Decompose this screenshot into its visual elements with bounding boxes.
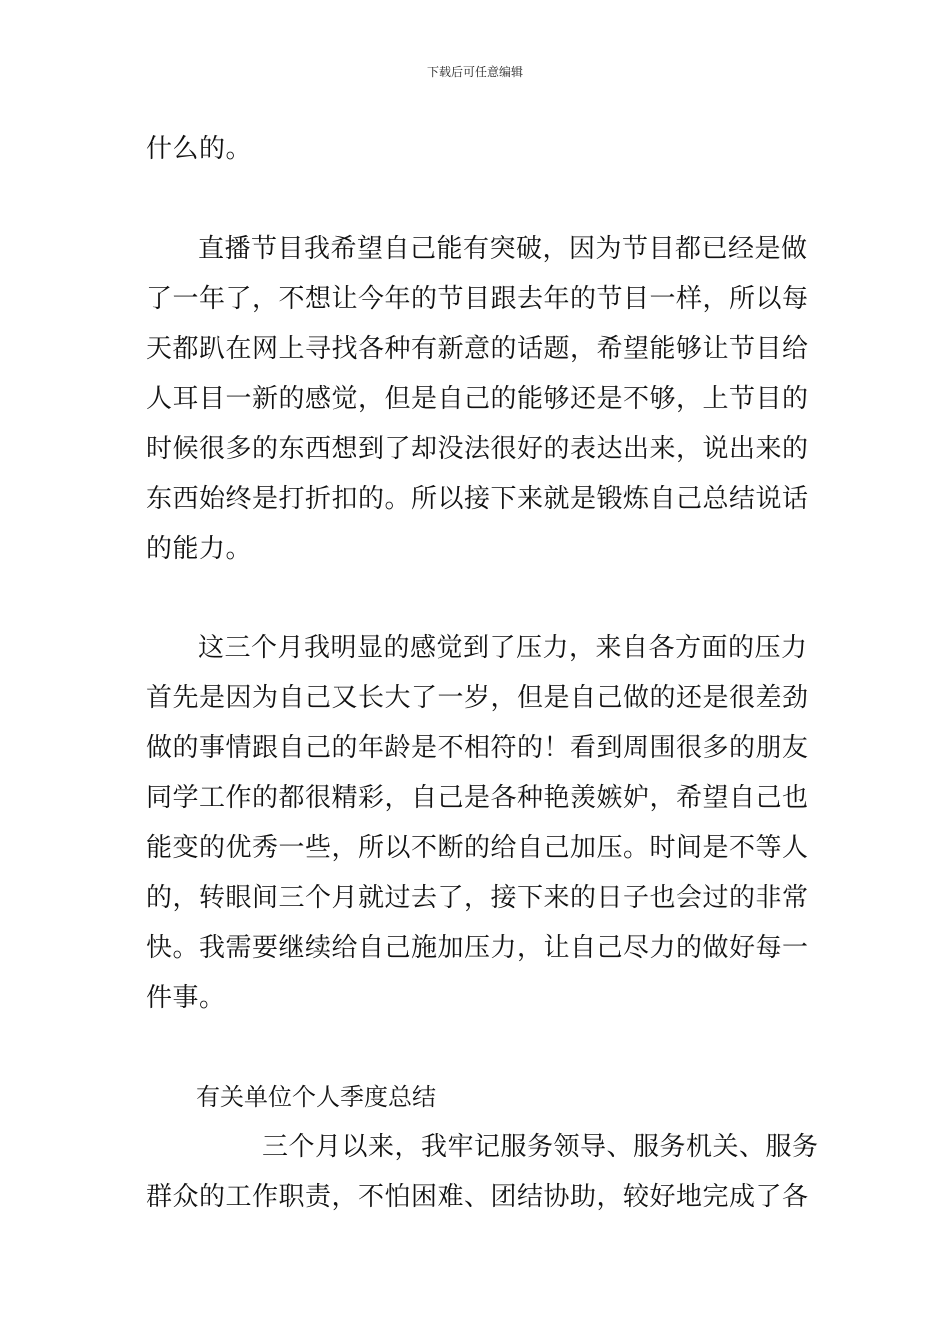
paragraph-line: 时候很多的东西想到了却没法很好的表达出来，说出来的 [146, 434, 809, 464]
paragraph-line: 直播节目我希望自己能有突破，因为节目都已经是做 [198, 234, 808, 264]
paragraph-line: 什么的。 [146, 134, 253, 164]
paragraph-line: 人耳目一新的感觉，但是自己的能够还是不够，上节目的 [146, 384, 809, 414]
paragraph-line: 快。我需要继续给自己施加压力，让自己尽力的做好每一 [146, 933, 809, 963]
paragraph-line: 同学工作的都很精彩，自己是各种艳羡嫉妒，希望自己也 [146, 783, 809, 813]
paragraph-line: 的，转眼间三个月就过去了，接下来的日子也会过的非常 [146, 883, 809, 913]
paragraph-line: 天都趴在网上寻找各种有新意的话题，希望能够让节目给 [146, 334, 809, 364]
paragraph-line: 件事。 [146, 983, 226, 1013]
paragraph-line: 能变的优秀一些，所以不断的给自己加压。时间是不等人 [146, 833, 809, 863]
paragraph-line: 了一年了，不想让今年的节目跟去年的节目一样，所以每 [146, 284, 809, 314]
paragraph-line: 东西始终是打折扣的。所以接下来就是锻炼自己总结说话 [146, 484, 809, 514]
paragraph-line: 群众的工作职责，不怕困难、团结协助，较好地完成了各 [146, 1182, 809, 1212]
section-heading: 有关单位个人季度总结 [196, 1083, 436, 1111]
paragraph-line: 三个月以来，我牢记服务领导、服务机关、服务 [262, 1132, 819, 1162]
page-header: 下载后可任意编辑 [426, 65, 523, 79]
paragraph-line: 首先是因为自己又长大了一岁，但是自己做的还是很差劲 [146, 683, 809, 713]
paragraph-line: 做的事情跟自己的年龄是不相符的！看到周围很多的朋友 [146, 733, 809, 763]
paragraph-line: 这三个月我明显的感觉到了压力，来自各方面的压力 [198, 633, 808, 663]
paragraph-line: 的能力。 [146, 534, 253, 564]
